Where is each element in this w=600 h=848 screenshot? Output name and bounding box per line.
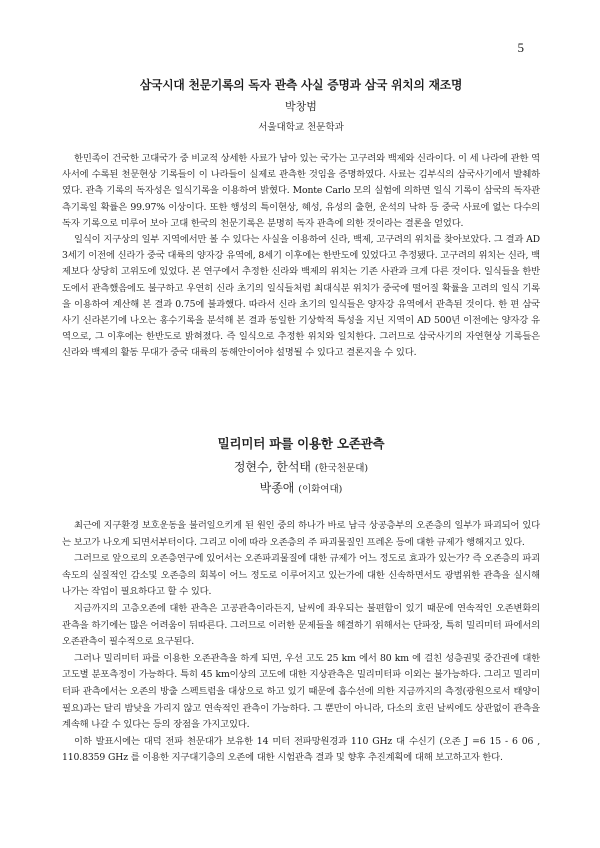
article-title: 삼국시대 천문기록의 독자 관측 사실 증명과 삼국 위치의 재조명: [139, 78, 463, 92]
author-affiliation: (한국천문대): [314, 463, 369, 474]
abstract-paragraph: 이하 발표시에는 대덕 전파 천문대가 보유한 14 미터 전파망원경과 110 GHz 대 수신기 (오존 J =6 15 - 6 06 , 110.8359 GHz 를 이용한 지구대기층의 오존에 대한 시험관측 결과 및 향후 추진계획에 대해 보고하고자 한다.: [62, 735, 540, 764]
article-title: 밀리미터 파를 이용한 오존관측: [217, 436, 385, 451]
author-affiliation: (이화여대): [298, 484, 343, 495]
article-section-2: [62, 434, 540, 767]
author-names: 박종애: [259, 481, 295, 495]
abstract-paragraph: 그러나 밀리미터 파를 이용한 오존관측을 하게 되면, 우선 고도 25 km 에서 80 km 에 걸친 성층권및 중간권에 대한 고도별 분포측정이 가능하다. 특히 45 km이상의 고도에 대한 지상관측은 밀리미터파 이외는 불가능하다. 그리고 밀리미터파 관측에서는 오존의 방출 스펙트럼을 대상으로 하고 있기 때문에 흡수선에 의한 지금까지의 측정(광원으로서 태양이 필요)과는 달리 밤낮을 가리지 않고 연속적인 관측이 가능하다. 그 뿐만이 아니라, 다소의 흐린 날씨에도 상관없이 관측을 계속해 나갈 수 있다는 등의 장점을 가지고있다.: [62, 652, 540, 731]
abstract-paragraph: 일식이 지구상의 일부 지역에서만 볼 수 있다는 사실을 이용하여 신라, 백제, 고구려의 위치를 찾아보았다. 그 결과 AD 3세기 이전에 신라가 중국 대륙의 양자강 유역에, 8세기 이후에는 한반도에 있었다고 추정됐다. 고구려의 위치는 신라, 백제보다 상당히 고위도에 있었다. 본 연구에서 추정한 신라와 백제의 위치는 기존 사관과 크게 다른 것이다. 일식들을 한반도에서 관측했음에도 불구하고 우연히 신라 초기의 일식들처럼 최대식분 위치가 중국에 떨어질 확률을 고려의 일식 기록을 이용하여 계산해 본 결과 0.75에 불과했다. 따라서 신라 초기의 일식들은 양자강 유역에서 관측된 것이다. 한 편 삼국사기 신라본기에 나오는 홍수기록을 분석해 본 결과 동일한 기상학적 특성을 지닌 지역이 AD 500년 이전에는 양자강 유역으로, 그 이후에는 한반도로 밝혀졌다. 즉 일식으로 추정한 위치와 일치한다. 그러므로 삼국사기의 자연현상 기록들은 신라와 백제의 활동 무대가 중국 대륙의 동해안이어야 설명될 수 있다고 결론지을 수 있다.: [62, 234, 540, 359]
page-number: 5: [517, 40, 524, 55]
abstract-paragraph: 지금까지의 고층오존에 대한 관측은 고공관측이라든지, 날씨에 좌우되는 불편함이 있기 때문에 연속적인 오존변화의 관측을 하기에는 많은 어려움이 뒤따른다. 그러므로 이러한 문제들을 해결하기 위해서는 단파장, 특히 밀리미터 파에서의 오존관측이 필수적으로 요구된다.: [62, 602, 540, 648]
abstract-paragraph: 그러므로 앞으로의 오존층연구에 있어서는 오존파괴물질에 대한 규제가 어느 정도로 효과가 있는가? 즉 오존층의 파괴속도의 실질적인 감소및 오존층의 회복이 어느 정도로 이루어지고 있는가에 대한 신속하면서도 광범위한 관측을 실시해 나가는 작업이 필요하다고 할 수 있다.: [62, 553, 540, 598]
author-names: 정현수, 한석태: [233, 460, 312, 474]
abstract-paragraph: 최근에 지구환경 보호운동을 불러일으키게 된 원인 중의 하나가 바로 남극 상공층부의 오존층의 일부가 파괴되어 있다는 보고가 나오게 되면서부터이다. 그리고 이에 따라 오존층의 주 파괴물질인 프레온 등에 대한 규제가 행해지고 있다.: [62, 520, 540, 548]
article-author-line: [62, 479, 540, 496]
abstract-paragraph: 한민족이 건국한 고대국가 중 비교적 상세한 사료가 남아 있는 국가는 고구려와 백제와 신라이다. 이 세 나라에 관한 역사서에 수록된 천문현상 기록들이 이 나라들이 실제로 관측한 것임을 증명하였다. 사료는 김부식의 삼국사기에서 발췌하였다. 관측 기록의 독자성은 일식기록을 이용하여 밝혔다. Monte Carlo 모의 실험에 의하면 일식 기록이 삼국의 독자관측기록일 확률은 99.97% 이상이다. 또한 행성의 특이현상, 혜성, 유성의 출현, 운석의 낙하 등 중국 사료에 없는 다수의 독자 기록으로 미루어 보아 고대 한국의 천문기록은 분명히 독자 관측에 의한 것이라는 결론을 얻었다.: [62, 153, 540, 229]
article-affiliation: 서울대학교 천문학과: [258, 122, 344, 133]
article-author: 박창범: [285, 100, 317, 113]
article-author-line: [62, 458, 540, 475]
article-section-1: [62, 76, 540, 362]
